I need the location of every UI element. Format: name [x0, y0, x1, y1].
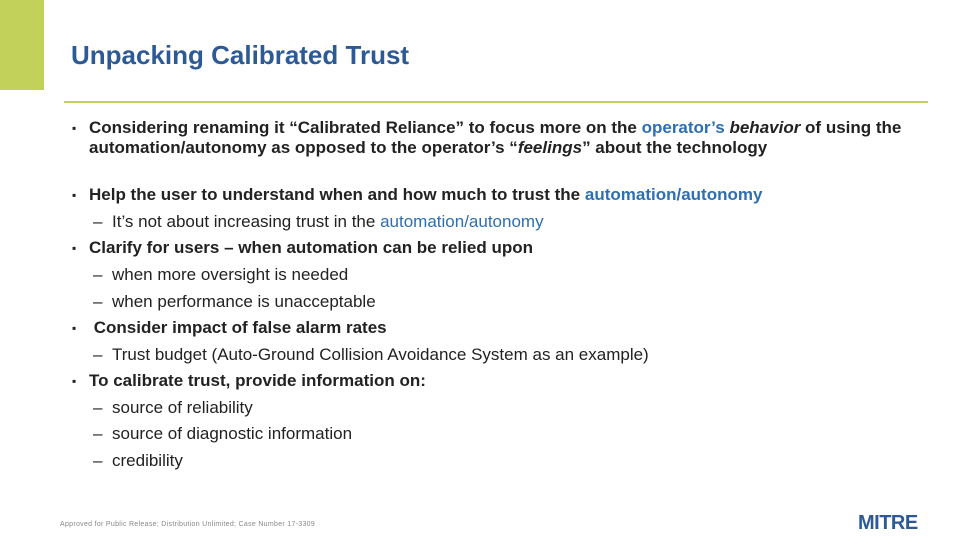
bullet-text: of using the automation/autonomy as opposed to the operator’s “: [89, 118, 902, 157]
sub-bullet-text: Trust budget (Auto-Ground Collision Avoidance System as an example): [112, 345, 649, 364]
square-bullet-icon: ▪: [72, 321, 77, 335]
dash-bullet-icon: –: [93, 212, 103, 231]
bullet-clarify: [72, 238, 929, 258]
sub-bullet-text: source of reliability: [112, 398, 253, 417]
highlight-automation: automation/autonomy: [584, 185, 763, 204]
sub-bullet-text: It’s not about increasing trust in the: [112, 212, 381, 231]
sub-bullet-oversight: [93, 265, 349, 285]
sub-bullet-diagnostic: [93, 424, 353, 444]
release-footer: Approved for Public Release; Distribution Unlimited; Case Number 17-3309: [60, 521, 316, 528]
emphasis-feelings: feelings: [517, 138, 583, 157]
bullet-help-user: [72, 185, 929, 205]
dash-bullet-icon: –: [93, 265, 103, 284]
highlight-operators: operator’s: [641, 118, 725, 137]
sub-bullet-credibility: [93, 451, 183, 471]
dash-bullet-icon: –: [93, 424, 103, 443]
mitre-logo: MITRE: [858, 512, 918, 534]
sub-bullet-performance: [93, 292, 376, 312]
sub-bullet-text: credibility: [112, 451, 183, 470]
dash-bullet-icon: –: [93, 451, 103, 470]
bullet-calibrated-reliance: [72, 118, 929, 158]
emphasis-behavior: behavior: [729, 118, 801, 137]
bullet-text: To calibrate trust, provide information on:: [89, 371, 426, 390]
sub-bullet-text: source of diagnostic information: [112, 424, 353, 443]
accent-bar: [0, 0, 44, 90]
bullet-text: Clarify for users – when automation can be relied upon: [89, 238, 533, 257]
sub-bullet-text: when performance is unacceptable: [112, 292, 376, 311]
square-bullet-icon: ▪: [72, 241, 77, 255]
sub-bullet-not-increasing-trust: [93, 212, 544, 232]
bullet-text: Considering renaming it “Calibrated Reliance” to focus more on the: [89, 118, 642, 137]
square-bullet-icon: ▪: [72, 188, 77, 202]
dash-bullet-icon: –: [93, 398, 103, 417]
bullet-text: Help the user to understand when and how much to trust the: [89, 185, 585, 204]
bullet-text: Consider impact of false alarm rates: [89, 318, 387, 337]
slide-title: Unpacking Calibrated Trust: [71, 40, 410, 70]
sub-bullet-trust-budget: [93, 345, 649, 365]
highlight-automation: automation/autonomy: [380, 212, 544, 231]
title-divider: [64, 101, 928, 103]
sub-bullet-text: when more oversight is needed: [112, 265, 349, 284]
bullet-calibrate-trust: [72, 371, 929, 391]
bullet-text: ” about the technology: [582, 138, 768, 157]
bullet-false-alarm: [72, 318, 929, 338]
dash-bullet-icon: –: [93, 345, 103, 364]
sub-bullet-reliability: [93, 398, 253, 418]
square-bullet-icon: ▪: [72, 121, 77, 135]
square-bullet-icon: ▪: [72, 374, 77, 388]
dash-bullet-icon: –: [93, 292, 103, 311]
